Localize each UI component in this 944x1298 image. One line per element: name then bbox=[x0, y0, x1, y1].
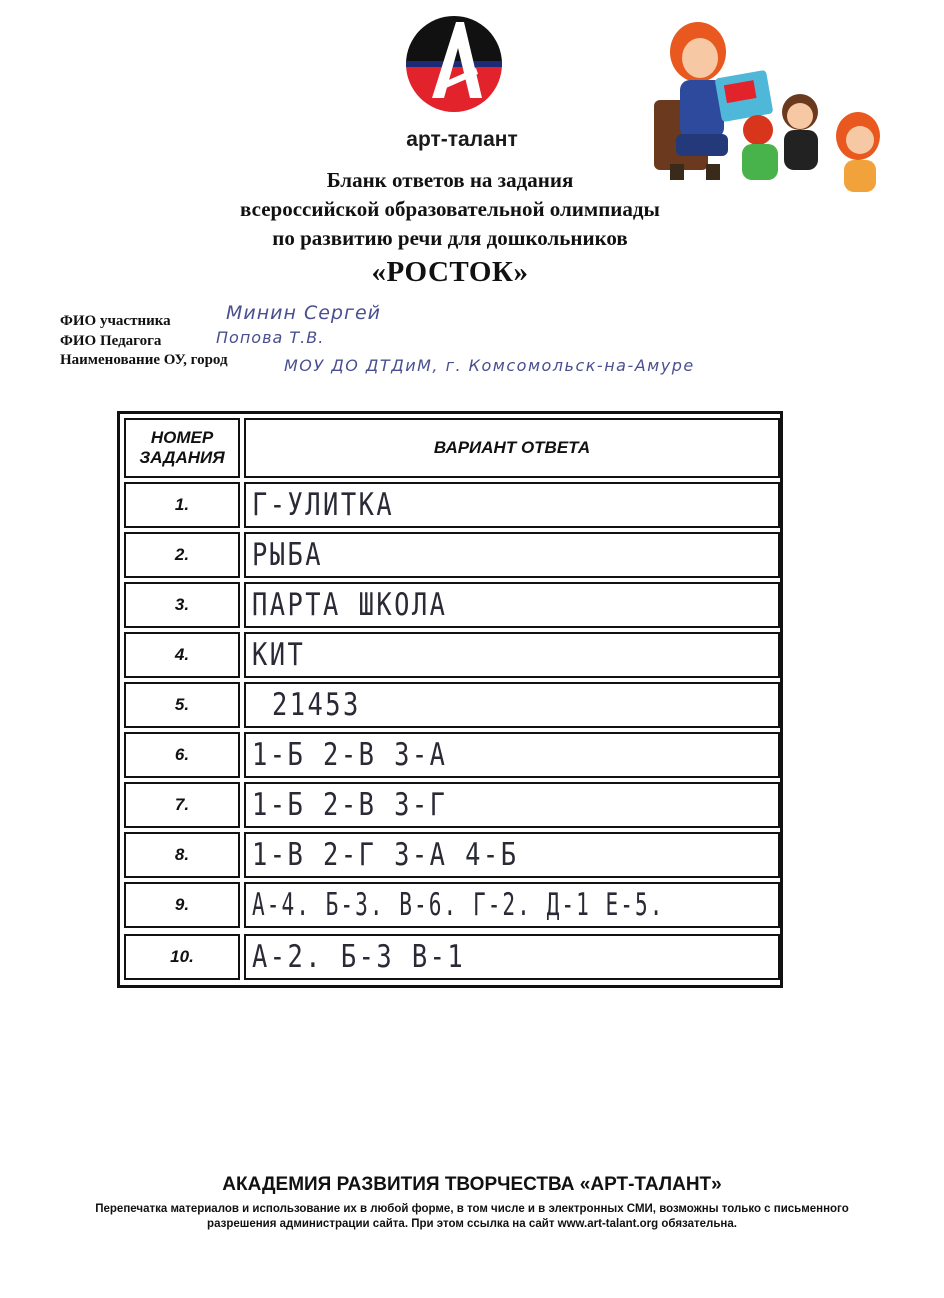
answer-text: 1-Б 2-В 3-Г bbox=[252, 787, 448, 823]
answer-cell bbox=[244, 934, 780, 980]
teacher-label: ФИО Педагога bbox=[60, 333, 162, 349]
answer-text: 21453 bbox=[272, 687, 361, 723]
task-number: 3. bbox=[124, 582, 240, 628]
answer-cell bbox=[244, 582, 780, 628]
answer-text: КИТ bbox=[252, 637, 306, 673]
olympiad-name: «РОСТОК» bbox=[371, 256, 529, 288]
art-talant-logo bbox=[402, 12, 506, 116]
answer-cell bbox=[244, 832, 780, 878]
task-number: 4. bbox=[124, 632, 240, 678]
answer-text: А-2. Б-3 В-1 bbox=[252, 939, 466, 975]
participant-label: ФИО участника bbox=[60, 313, 171, 329]
answer-cell bbox=[244, 732, 780, 778]
answers-table bbox=[117, 411, 783, 988]
answer-text: 1-В 2-Г 3-А 4-Б bbox=[252, 837, 519, 873]
task-number: 10. bbox=[124, 934, 240, 980]
table-row bbox=[124, 934, 780, 980]
answer-text: 1-Б 2-В 3-А bbox=[252, 737, 448, 773]
school-value: МОУ ДО ДТДиМ, г. Комсомольск-на-Амуре bbox=[284, 356, 695, 375]
table-row bbox=[124, 682, 780, 728]
table-row bbox=[124, 732, 780, 778]
table-row bbox=[124, 632, 780, 678]
answer-cell bbox=[244, 482, 780, 528]
answer-cell bbox=[244, 532, 780, 578]
task-number: 9. bbox=[124, 882, 240, 928]
olympiad-subject: по развитию речи для дошкольников bbox=[272, 226, 628, 250]
answer-cell bbox=[244, 882, 780, 928]
table-row bbox=[124, 882, 780, 928]
table-row bbox=[124, 532, 780, 578]
school-label: Наименование ОУ, город bbox=[60, 352, 228, 368]
answer-cell bbox=[244, 682, 780, 728]
answer-text: А-4. Б-3. В-6. Г-2. Д-1 Е-5. bbox=[252, 887, 665, 923]
task-number: 2. bbox=[124, 532, 240, 578]
table-row bbox=[124, 782, 780, 828]
answer-text: РЫБА bbox=[252, 537, 324, 573]
task-number: 8. bbox=[124, 832, 240, 878]
answer-text: Г-УЛИТКА bbox=[252, 487, 395, 523]
olympiad-type: всероссийской образовательной олимпиады bbox=[240, 197, 660, 221]
table-row bbox=[124, 582, 780, 628]
task-number: 5. bbox=[124, 682, 240, 728]
form-title: Бланк ответов на задания bbox=[326, 168, 574, 192]
answer-cell bbox=[244, 632, 780, 678]
footer-copyright-note: Перепечатка материалов и использование их в любой форме, в том числе и в электронных СМИ, возможны только с письменного разрешения администрации сайта. При этом ссылка на сайт www.art-talant.org обязательна. bbox=[95, 1203, 849, 1230]
brand-name: арт-талант bbox=[406, 128, 518, 151]
answer-cell bbox=[244, 782, 780, 828]
table-row bbox=[124, 482, 780, 528]
footer-title: АКАДЕМИЯ РАЗВИТИЯ ТВОРЧЕСТВА «АРТ-ТАЛАНТ» bbox=[222, 1174, 722, 1195]
task-number: 7. bbox=[124, 782, 240, 828]
task-number: 1. bbox=[124, 482, 240, 528]
task-number-header: НОМЕР ЗАДАНИЯ bbox=[124, 418, 240, 478]
answer-text: ПАРТА ШКОЛА bbox=[252, 587, 448, 623]
participant-value: Минин Сергей bbox=[226, 302, 382, 324]
table-row bbox=[124, 832, 780, 878]
teacher-value: Попова Т.В. bbox=[216, 328, 325, 347]
task-number: 6. bbox=[124, 732, 240, 778]
answer-header: ВАРИАНТ ОТВЕТА bbox=[244, 418, 780, 478]
